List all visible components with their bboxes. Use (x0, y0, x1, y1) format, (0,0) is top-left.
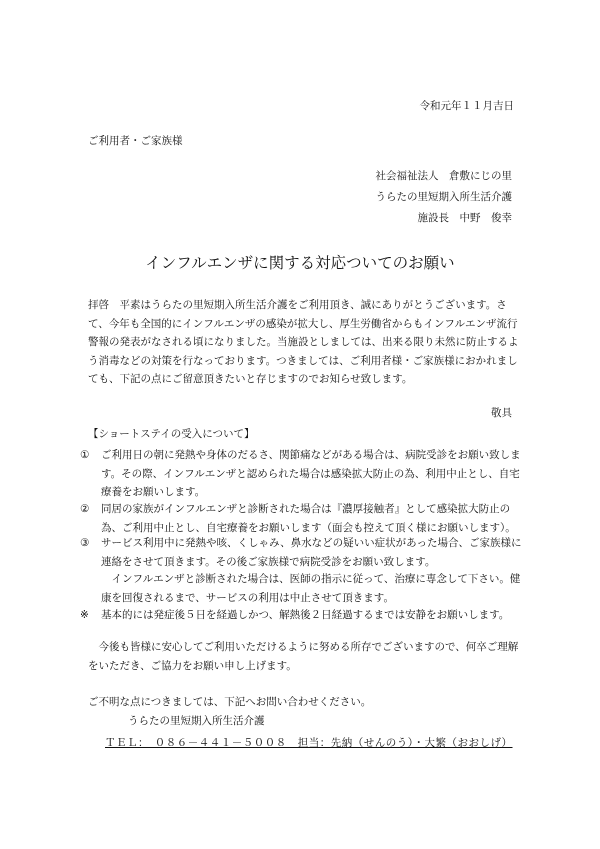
intro-paragraph: 拝啓 平素はうらたの里短期入所生活介護をご利用頂き、誠にありがとうございます。さて、今年も全国的にインフルエンザの感染が拡大し、厚生労働省からもインフルエンザ流行警報の発表がなされる頃になりました。当施設としましては、出来る限り未然に防止するよう消毒などの対策を行なっております。つきましては、ご利用者様・ご家族様におかれましても、下記の点にご留意頂きたいと存じますのでお知らせ致します。 (88, 299, 519, 385)
recipient: ご利用者・ご家族様 (88, 135, 183, 147)
contact-phone: ＴＥＬ： ０８６－４４１－５００８ 担当：先納（せんのう）・大繁（おおしげ） (105, 737, 513, 749)
item-number: ② (80, 503, 90, 515)
note-item (80, 606, 526, 625)
item-text: ご利用日の朝に発熱や身体のだるさ、関節痛などがある場合は、病院受診をお願い致します。その際、インフルエンザと認められた場合は感染拡大防止の為、利用中止とし、自宅療養をお願いします。 (101, 449, 521, 498)
list-item (80, 534, 526, 571)
sender-block (376, 166, 513, 229)
document-title: インフルエンザに関する対応ついてのお願い (145, 254, 455, 272)
item-number: ③ (80, 537, 90, 549)
list-item-continuation (80, 570, 526, 607)
sender-organization: 社会福祉法人 倉敷にじの里 (375, 170, 512, 182)
item-text: インフルエンザと診断された場合は、医師の指示に従って、治療に専念して下さい。健康を回復されるまで、サービスの利用は中止させて頂きます。 (101, 573, 521, 604)
section-heading: 【ショートステイの受入について】 (88, 428, 255, 440)
document-date: 令和元年１１月吉日 (419, 100, 514, 112)
sender-director: 施設長 中野 俊幸 (417, 212, 512, 224)
closing-salutation: 敬具 (491, 407, 512, 419)
sender-facility: うらたの里短期入所生活介護 (375, 191, 512, 203)
note-text: 基本的には発症後５日を経過しかつ、解熱後２日経過するまでは安静をお願いします。 (101, 609, 510, 621)
list-item (80, 500, 526, 537)
item-text: サービス利用中に発熱や咳、くしゃみ、鼻水などの疑いい症状があった場合、ご家族様に連絡をさせて頂きます。その後ご家族様で病院受診をお願い致します。 (101, 537, 522, 568)
note-mark: ※ (80, 609, 89, 621)
item-text: 同居の家族がインフルエンザと診断された場合は『濃厚接触者』として感染拡大防止の為、ご利用中止とし、自宅療養をお願いします（面会も控えて頂く様にお願いします）。 (101, 503, 516, 534)
item-number: ① (80, 449, 90, 461)
closing-paragraph: 今後も皆様に安心してご利用いただけるように努める所存でございますので、何卒ご理解をいただき、ご協力をお願い申し上げます。 (88, 641, 519, 672)
list-item (80, 446, 526, 502)
inquiry-text: ご不明な点につきましては、下記へお問い合わせください。 (88, 696, 372, 708)
contact-facility: うらたの里短期入所生活介護 (128, 715, 265, 727)
